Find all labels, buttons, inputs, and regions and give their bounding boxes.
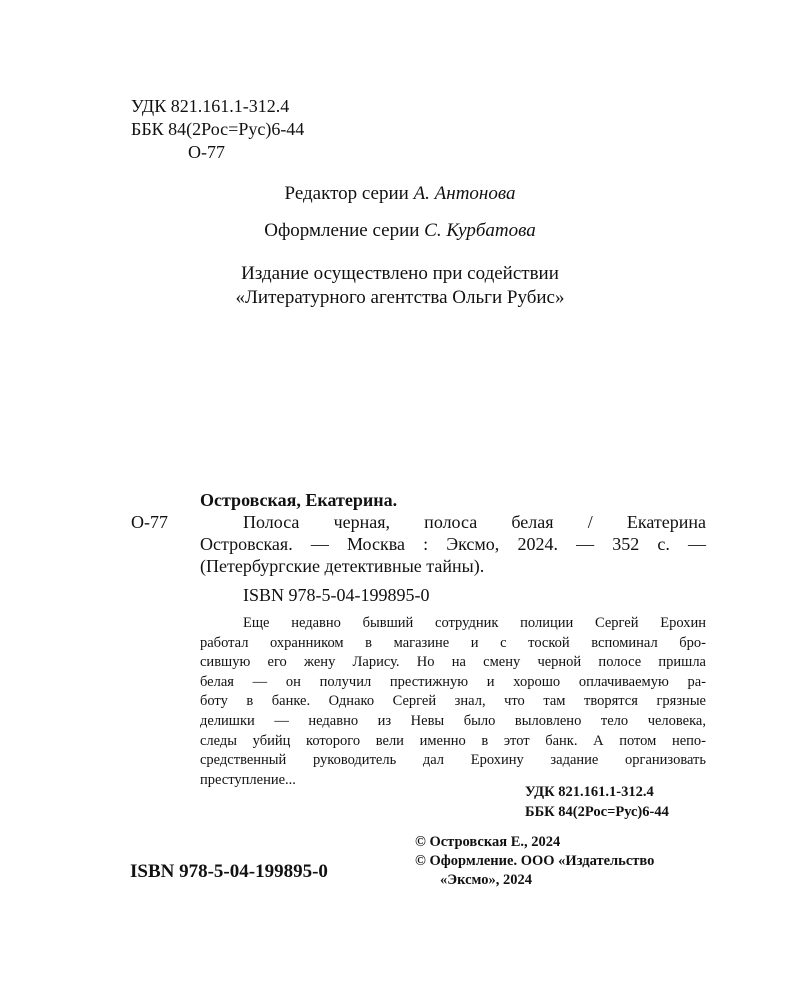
annotation-line: белая — он получил престижную и хорошо оплачиваемую ра- [200,673,706,690]
annotation-line: следы убийц которого вели именно в этот банк. А потом непо- [200,732,706,749]
series-editor-line [0,183,800,205]
series-design-label: Оформление серии [264,220,420,241]
catalog-author: Островская, Екатерина. [200,490,398,510]
annotation [200,614,706,790]
support-line-1: Издание осуществлено при содействии [241,263,559,284]
annotation-line: делишки — недавно из Невы было выловлено тело человека, [200,712,706,729]
copyright-author: © Островская Е., 2024 [415,834,561,850]
catalog-udk: УДК 821.161.1-312.4 [525,784,654,800]
catalog-desc-line-2: Островская. — Москва : Эксмо, 2024. — 352 с. — [200,534,706,554]
footer-isbn: ISBN 978-5-04-199895-0 [130,861,328,882]
catalog-desc-line-3: (Петербургские детективные тайны). [200,556,485,576]
catalog-isbn: ISBN 978-5-04-199895-0 [243,585,430,605]
copyright-design: © Оформление. ООО «Издательство [415,853,655,869]
annotation-line: боту в банке. Однако Сергей знал, что там творятся грязные [200,693,706,710]
series-editor-label: Редактор серии [284,183,409,204]
catalog-bbk: ББК 84(2Рос=Рус)6-44 [525,804,669,820]
catalog-author-mark: О-77 [131,512,168,532]
annotation-line: работал охранником в магазине и с тоской вспоминал бро- [200,634,706,651]
annotation-line: сившую его жену Ларису. Но на смену черной полосе пришла [200,654,706,671]
udk-code: УДК 821.161.1-312.4 [131,96,290,116]
author-mark: О-77 [188,142,225,162]
series-design-name: С. Курбатова [424,220,536,241]
catalog-desc-line-1: Полоса черная, полоса белая / Екатерина [243,512,706,532]
support-line-2: «Литературного агентства Ольги Рубис» [235,287,565,308]
series-editor-name: А. Антонова [413,183,516,204]
annotation-line: преступление... [200,771,296,788]
series-design-line [0,220,800,242]
annotation-line: Еще недавно бывший сотрудник полиции Сергей Ерохин [243,615,706,631]
bbk-code: ББК 84(2Рос=Рус)6-44 [131,119,305,139]
annotation-line: средственный руководитель дал Ерохину задание организовать [200,752,706,769]
copyright-design-cont: «Эксмо», 2024 [440,872,532,888]
